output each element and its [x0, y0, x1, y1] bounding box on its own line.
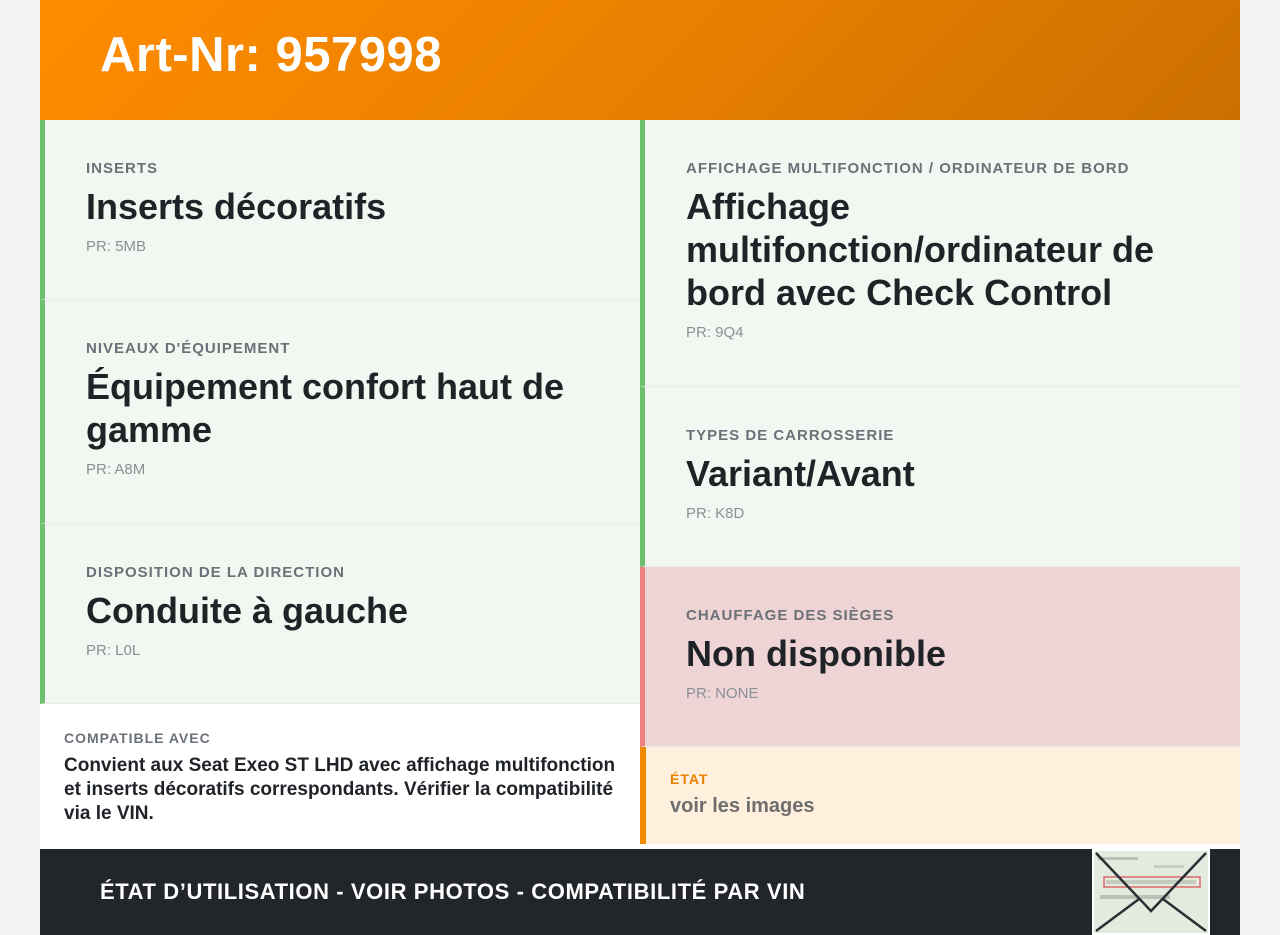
feature-card-equipment-level — [40, 300, 640, 524]
footer-text: ÉTAT D’UTILISATION - VOIR PHOTOS - COMPATIBILITÉ PAR VIN — [100, 879, 806, 904]
feature-card-seat-heating — [640, 567, 1240, 747]
feature-pr-code: PR: A8M — [86, 461, 146, 478]
condition-text: voir les images — [670, 795, 815, 817]
header — [40, 0, 1240, 120]
compatibility-text: Convient aux Seat Exeo ST LHD avec affichage multifonction et inserts décoratifs correspondants. Vérifier la compatibilité via le VIN. — [64, 755, 616, 824]
label-photo-icon — [1094, 851, 1208, 933]
product-sheet — [40, 0, 1240, 935]
feature-card-steering — [40, 524, 640, 704]
feature-label: CHAUFFAGE DES SIÈGES — [686, 607, 895, 624]
feature-label: NIVEAUX D'ÉQUIPEMENT — [86, 340, 291, 357]
feature-value: Équipement confort haut de gamme — [86, 366, 565, 450]
feature-pr-code: PR: L0L — [86, 642, 141, 659]
feature-value: Conduite à gauche — [86, 590, 409, 631]
footer-bar — [40, 849, 1240, 935]
feature-pr-code: PR: NONE — [686, 685, 759, 702]
feature-card-multifunction-display — [640, 120, 1240, 387]
compatibility-label: COMPATIBLE AVEC — [64, 730, 211, 746]
feature-label: TYPES DE CARROSSERIE — [686, 427, 895, 444]
feature-label: INSERTS — [86, 160, 159, 177]
feature-pr-code: PR: K8D — [686, 505, 745, 522]
feature-card-body-type — [640, 387, 1240, 567]
feature-label: AFFICHAGE MULTIFONCTION / ORDINATEUR DE BORD — [686, 160, 1130, 177]
page-title: Art-Nr: 957998 — [100, 28, 442, 82]
feature-value: Non disponible — [686, 633, 946, 674]
feature-pr-code: PR: 9Q4 — [686, 324, 744, 341]
condition-box — [640, 747, 1240, 844]
feature-value: Affichage multifonction/ordinateur de bord avec Check Control — [686, 186, 1154, 313]
feature-value: Variant/Avant — [686, 453, 915, 494]
condition-label: ÉTAT — [670, 771, 709, 787]
feature-value: Inserts décoratifs — [86, 186, 387, 227]
feature-grid — [40, 120, 1240, 849]
feature-label: DISPOSITION DE LA DIRECTION — [86, 564, 345, 581]
compatibility-box — [40, 704, 640, 844]
feature-pr-code: PR: 5MB — [86, 238, 147, 255]
feature-card-inserts — [40, 120, 640, 300]
product-photo-thumbnail[interactable] — [1092, 849, 1210, 935]
